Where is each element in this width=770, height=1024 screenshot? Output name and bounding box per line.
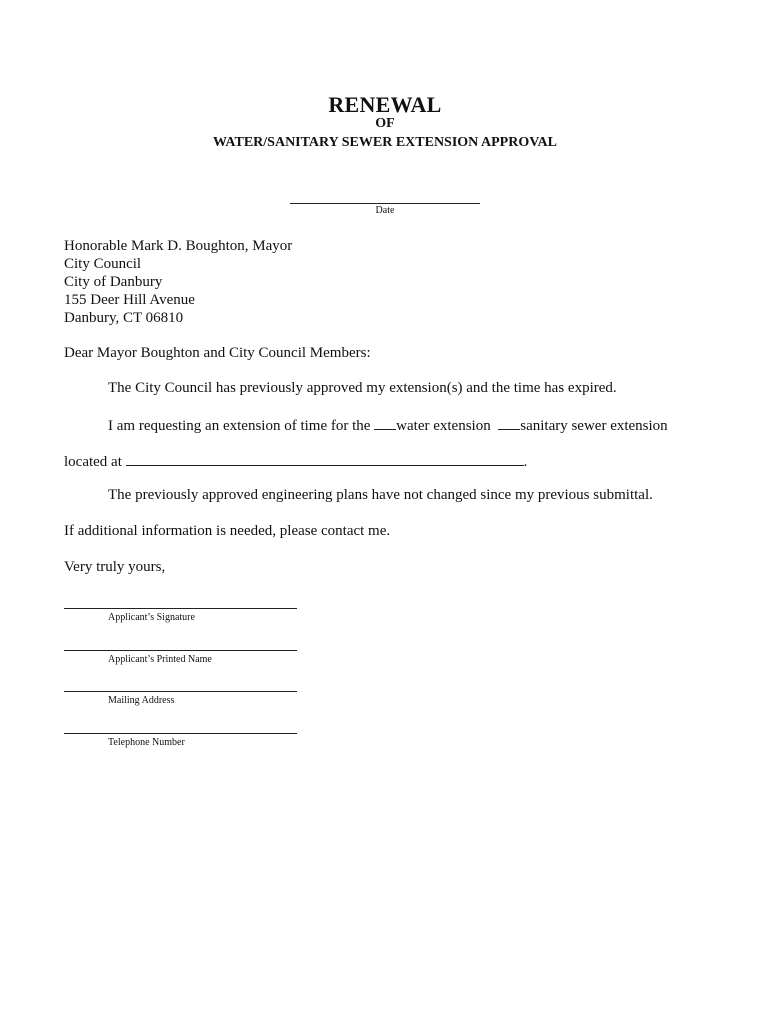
mailing-address-label: Mailing Address (108, 695, 175, 706)
request-prefix: I am requesting an extension of time for the (108, 418, 375, 434)
recipient-line-2: City Council (64, 256, 142, 272)
printed-name-line[interactable] (64, 650, 297, 651)
telephone-line[interactable] (64, 733, 297, 734)
paragraph-plans: The previously approved engineering plans have not changed since my previous submittal. (108, 487, 653, 503)
document-subtitle: WATER/SANITARY SEWER EXTENSION APPROVAL (212, 135, 557, 150)
paragraph-contact: If additional information is needed, please contact me. (64, 523, 391, 539)
telephone-label: Telephone Number (108, 737, 185, 748)
document-title-of: OF (375, 116, 395, 131)
recipient-line-1: Honorable Mark D. Boughton, Mayor (64, 238, 293, 254)
location-blank[interactable] (126, 452, 524, 466)
document-title: RENEWAL (328, 92, 442, 117)
mailing-address-line[interactable] (64, 691, 297, 692)
printed-name-label: Applicant’s Printed Name (108, 654, 212, 665)
water-extension-blank[interactable] (374, 416, 396, 430)
signature-label: Applicant’s Signature (108, 612, 195, 623)
signature-line[interactable] (64, 608, 297, 609)
closing: Very truly yours, (64, 559, 166, 575)
recipient-line-3: City of Danbury (64, 274, 163, 290)
paragraph-location (64, 452, 527, 471)
date-label: Date (375, 205, 395, 216)
sewer-extension-blank[interactable] (498, 416, 520, 430)
water-extension-label: water extension (396, 418, 491, 434)
recipient-line-4: 155 Deer Hill Avenue (64, 292, 195, 308)
sewer-extension-label: sanitary sewer extension (520, 418, 668, 434)
location-suffix: . (523, 454, 528, 470)
location-prefix: located at (64, 454, 126, 470)
recipient-line-5: Danbury, CT 06810 (64, 310, 184, 326)
salutation: Dear Mayor Boughton and City Council Members: (64, 345, 371, 361)
paragraph-expired: The City Council has previously approved my extension(s) and the time has expired. (108, 380, 617, 396)
paragraph-request (108, 416, 668, 435)
date-line[interactable] (290, 203, 480, 204)
